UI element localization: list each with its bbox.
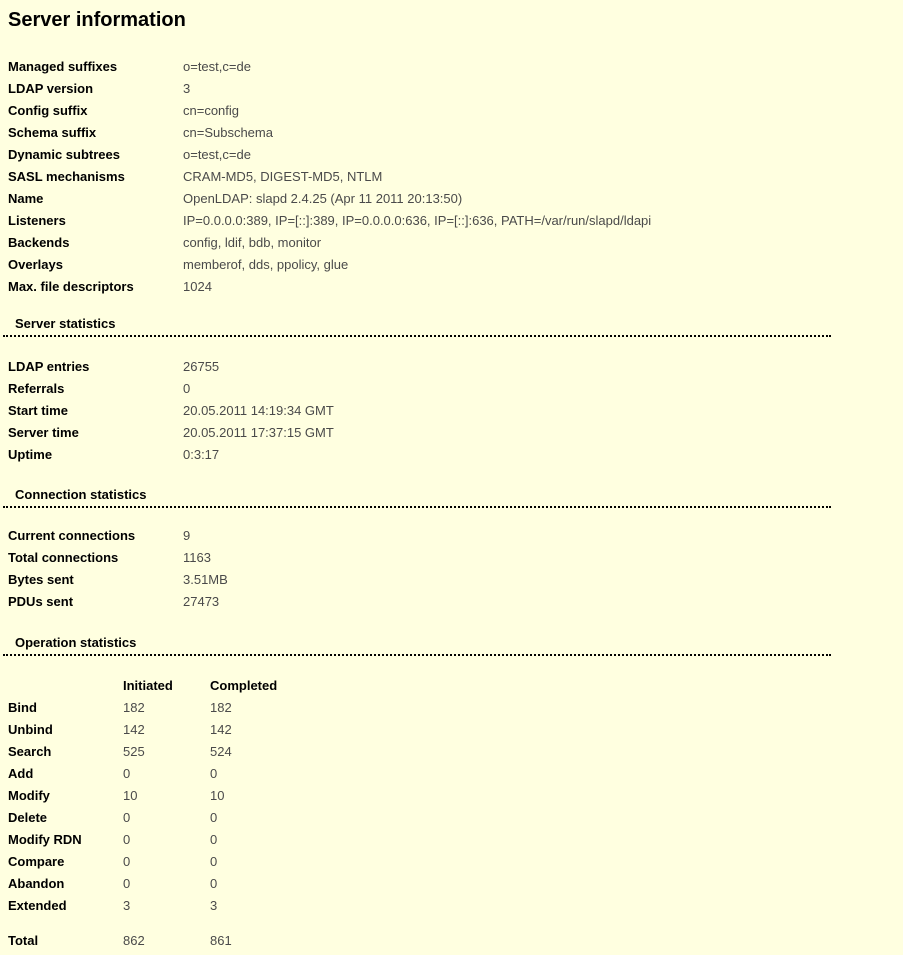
info-value: o=test,c=de [183, 147, 251, 162]
info-row-backends [8, 232, 903, 254]
op-label: Abandon [8, 876, 65, 891]
section-heading-operation-statistics: Operation statistics [3, 635, 831, 656]
op-initiated-value: 0 [123, 766, 131, 781]
info-value: 3 [183, 81, 191, 96]
stat-value: 0:3:17 [183, 447, 220, 462]
op-initiated-value: 142 [123, 722, 145, 737]
connection-statistics-list [8, 525, 903, 613]
conn-row-current-connections [8, 525, 903, 547]
op-table-header-row [8, 675, 903, 697]
info-label: SASL mechanisms [8, 169, 125, 184]
section-heading-server-statistics: Server statistics [3, 316, 831, 337]
page-title: Server information [8, 9, 186, 31]
op-completed-value: 0 [210, 876, 218, 891]
server-info-list [8, 56, 903, 298]
op-completed-value: 3 [210, 898, 218, 913]
conn-value: 9 [183, 528, 191, 543]
op-total-completed-value: 861 [210, 933, 232, 948]
info-value: memberof, dds, ppolicy, glue [183, 257, 349, 272]
op-total-initiated-value: 862 [123, 933, 145, 948]
op-row-compare [8, 851, 903, 873]
info-value: OpenLDAP: slapd 2.4.25 (Apr 11 2011 20:13:50) [183, 191, 463, 206]
info-label: Schema suffix [8, 125, 97, 140]
op-label: Delete [8, 810, 48, 825]
op-row-delete [8, 807, 903, 829]
info-row-ldap-version [8, 78, 903, 100]
op-label: Search [8, 744, 52, 759]
info-row-config-suffix [8, 100, 903, 122]
conn-row-pdus-sent [8, 591, 903, 613]
stat-label: Uptime [8, 447, 53, 462]
op-completed-value: 142 [210, 722, 232, 737]
stat-label: LDAP entries [8, 359, 90, 374]
stat-value: 20.05.2011 14:19:34 GMT [183, 403, 334, 418]
conn-label: Current connections [8, 528, 136, 543]
op-label: Add [8, 766, 34, 781]
conn-value: 3.51MB [183, 572, 228, 587]
op-completed-value: 0 [210, 854, 218, 869]
info-label: Name [8, 191, 44, 206]
server-statistics-list [8, 356, 903, 466]
stat-row-ldap-entries [8, 356, 903, 378]
info-row-schema-suffix [8, 122, 903, 144]
stat-label: Server time [8, 425, 79, 440]
stat-row-start-time [8, 400, 903, 422]
op-completed-value: 524 [210, 744, 232, 759]
info-label: Listeners [8, 213, 66, 228]
op-row-modify [8, 785, 903, 807]
op-row-search [8, 741, 903, 763]
op-initiated-value: 0 [123, 832, 131, 847]
info-row-managed-suffixes [8, 56, 903, 78]
op-row-add [8, 763, 903, 785]
info-value: config, ldif, bdb, monitor [183, 235, 322, 250]
op-initiated-value: 0 [123, 810, 131, 825]
info-row-sasl-mechanisms [8, 166, 903, 188]
info-label: Dynamic subtrees [8, 147, 120, 162]
conn-label: PDUs sent [8, 594, 74, 609]
stat-value: 26755 [183, 359, 220, 374]
op-initiated-value: 3 [123, 898, 131, 913]
op-row-total [8, 930, 903, 952]
op-label: Compare [8, 854, 65, 869]
info-row-max-file-descriptors [8, 276, 903, 298]
stat-label: Referrals [8, 381, 65, 396]
op-initiated-value: 525 [123, 744, 145, 759]
info-label: LDAP version [8, 81, 94, 96]
op-label: Modify [8, 788, 50, 803]
info-value: cn=Subschema [183, 125, 273, 140]
info-value: o=test,c=de [183, 59, 251, 74]
info-label: Overlays [8, 257, 63, 272]
operation-statistics-table [8, 675, 903, 952]
op-label: Modify RDN [8, 832, 82, 847]
op-completed-value: 10 [210, 788, 225, 803]
info-row-name [8, 188, 903, 210]
op-initiated-value: 182 [123, 700, 145, 715]
info-value: cn=config [183, 103, 240, 118]
conn-row-total-connections [8, 547, 903, 569]
op-initiated-value: 10 [123, 788, 138, 803]
op-label: Extended [8, 898, 67, 913]
op-initiated-value: 0 [123, 854, 131, 869]
info-label: Backends [8, 235, 70, 250]
info-row-listeners [8, 210, 903, 232]
info-row-overlays [8, 254, 903, 276]
op-completed-value: 182 [210, 700, 232, 715]
stat-value: 20.05.2011 17:37:15 GMT [183, 425, 334, 440]
op-row-extended [8, 895, 903, 917]
info-label: Managed suffixes [8, 59, 118, 74]
stat-row-server-time [8, 422, 903, 444]
op-completed-value: 0 [210, 810, 218, 825]
op-row-unbind [8, 719, 903, 741]
op-column-header-completed: Completed [210, 678, 278, 693]
stat-value: 0 [183, 381, 191, 396]
op-row-bind [8, 697, 903, 719]
op-initiated-value: 0 [123, 876, 131, 891]
conn-label: Total connections [8, 550, 119, 565]
info-label: Max. file descriptors [8, 279, 134, 294]
stat-row-referrals [8, 378, 903, 400]
stat-row-uptime [8, 444, 903, 466]
info-value: 1024 [183, 279, 212, 294]
conn-value: 1163 [183, 550, 211, 565]
op-row-abandon [8, 873, 903, 895]
info-row-dynamic-subtrees [8, 144, 903, 166]
conn-row-bytes-sent [8, 569, 903, 591]
op-label: Bind [8, 700, 37, 715]
op-total-label: Total [8, 933, 39, 948]
info-value: IP=0.0.0.0:389, IP=[::]:389, IP=0.0.0.0:636, IP=[::]:636, PATH=/var/run/slapd/ldapi [183, 213, 652, 228]
op-column-header-initiated: Initiated [123, 678, 173, 693]
info-value: CRAM-MD5, DIGEST-MD5, NTLM [183, 169, 383, 184]
op-label: Unbind [8, 722, 53, 737]
section-heading-connection-statistics: Connection statistics [3, 487, 831, 508]
conn-label: Bytes sent [8, 572, 74, 587]
info-label: Config suffix [8, 103, 88, 118]
op-completed-value: 0 [210, 832, 218, 847]
conn-value: 27473 [183, 594, 220, 609]
op-completed-value: 0 [210, 766, 218, 781]
op-row-modify-rdn [8, 829, 903, 851]
stat-label: Start time [8, 403, 68, 418]
op-table-spacer [8, 917, 903, 930]
